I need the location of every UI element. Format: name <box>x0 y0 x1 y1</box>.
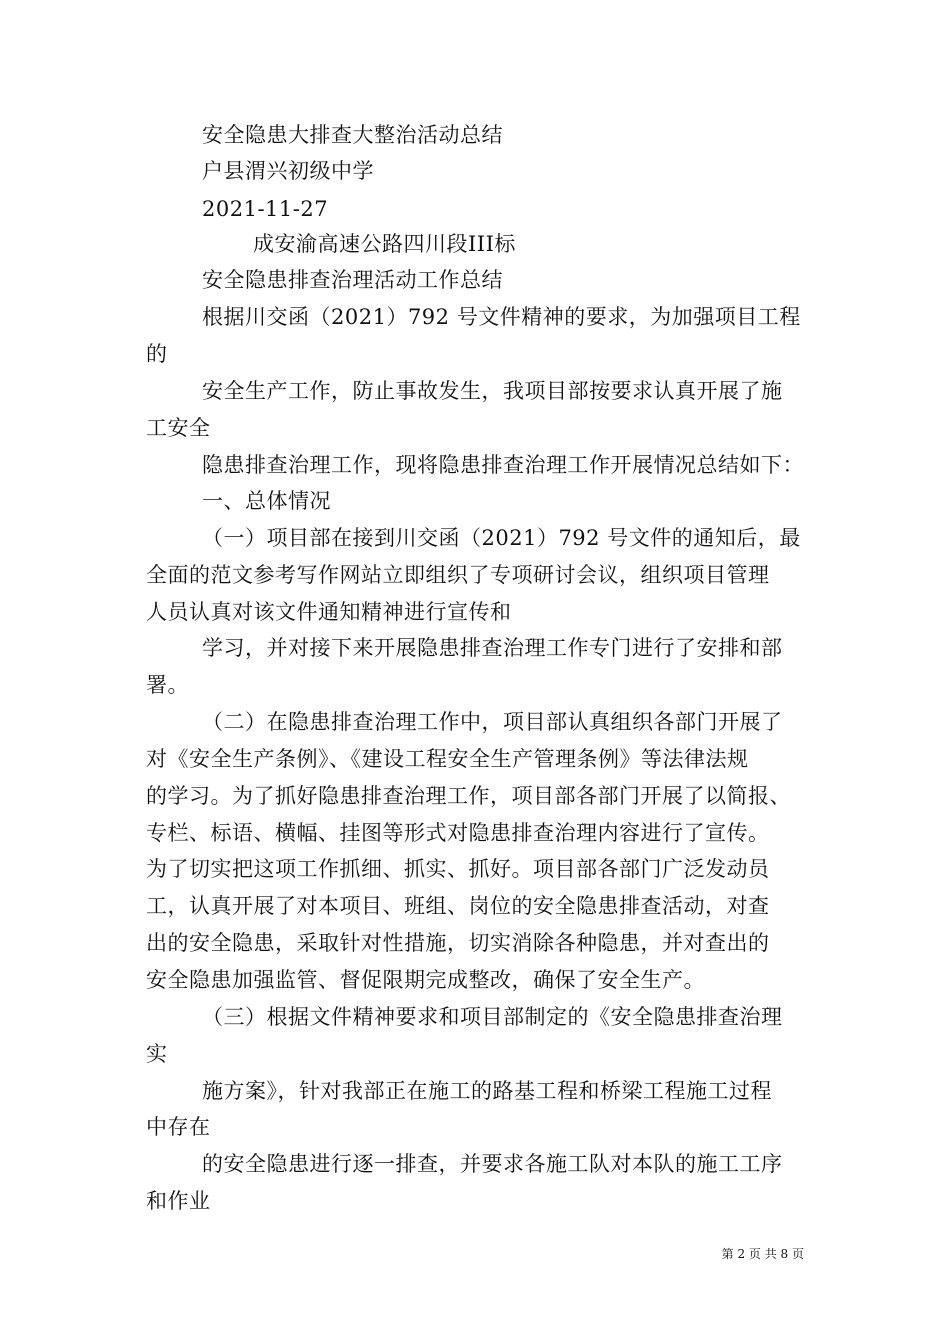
paragraph-line: （三）根据文件精神要求和项目部制定的《安全隐患排查治理 <box>202 1005 783 1029</box>
paragraph-line: 工，认真开展了对本项目、班组、岗位的安全隐患排查活动，对查 <box>146 894 770 918</box>
paragraph-line: （二）在隐患排查治理工作中，项目部认真组织各部门开展了 <box>202 710 783 734</box>
paragraph-line: 的安全隐患进行逐一排查，并要求各施工队对本队的施工工序 <box>202 1152 783 1176</box>
doc-title: 安全隐患大排查大整治活动总结 <box>202 123 503 147</box>
paragraph-line: 施方案》，针对我部正在施工的路基工程和桥梁工程施工过程 <box>202 1079 772 1103</box>
paragraph-line: 署。 <box>146 673 189 697</box>
paragraph-line: 隐患排查治理工作，现将隐患排查治理工作开展情况总结如下： <box>202 453 804 477</box>
project-name: 成安渝高速公路四川段III标 <box>253 232 516 256</box>
paragraph-line: 根据川交函（2021）792 号文件精神的要求，为加强项目工程 <box>202 305 801 329</box>
doc-date: 2021-11-27 <box>202 197 329 221</box>
paragraph-line: 对《安全生产条例》、《建设工程安全生产管理条例》等法律法规 <box>146 747 749 771</box>
paragraph-line: 学习，并对接下来开展隐患排查治理工作专门进行了安排和部 <box>202 636 783 660</box>
section-title: 安全隐患排查治理活动工作总结 <box>202 268 503 292</box>
school-name: 户县渭兴初级中学 <box>202 159 374 183</box>
paragraph-line: 人员认真对该文件通知精神进行宣传和 <box>146 600 512 624</box>
paragraph-line: 中存在 <box>146 1115 211 1139</box>
paragraph-line: 和作业 <box>146 1189 211 1213</box>
paragraph-line: 安全隐患加强监管、督促限期完成整改，确保了安全生产。 <box>146 968 705 992</box>
paragraph-line: 全面的范文参考写作网站立即组织了专项研讨会议，组织项目管理 <box>146 563 770 587</box>
paragraph-line: （一）项目部在接到川交函（2021）792 号文件的通知后，最 <box>202 526 801 550</box>
paragraph-line: 工安全 <box>146 416 211 440</box>
paragraph-line: 专栏、标语、横幅、挂图等形式对隐患排查治理内容进行了宣传。 <box>146 821 770 845</box>
page-number: 第 2 页 共 8 页 <box>721 1247 804 1261</box>
paragraph-line: 安全生产工作，防止事故发生，我项目部按要求认真开展了施 <box>202 379 783 403</box>
paragraph-line: 为了切实把这项工作抓细、抓实、抓好。项目部各部门广泛发动员 <box>146 857 770 881</box>
paragraph-line: 实 <box>146 1042 168 1066</box>
section-heading: 一、总体情况 <box>202 489 331 513</box>
paragraph-line: 的 <box>146 342 168 366</box>
paragraph-line: 的学习。为了抓好隐患排查治理工作，项目部各部门开展了以简报、 <box>146 784 791 808</box>
paragraph-line: 出的安全隐患，采取针对性措施，切实消除各种隐患，并对查出的 <box>146 931 770 955</box>
